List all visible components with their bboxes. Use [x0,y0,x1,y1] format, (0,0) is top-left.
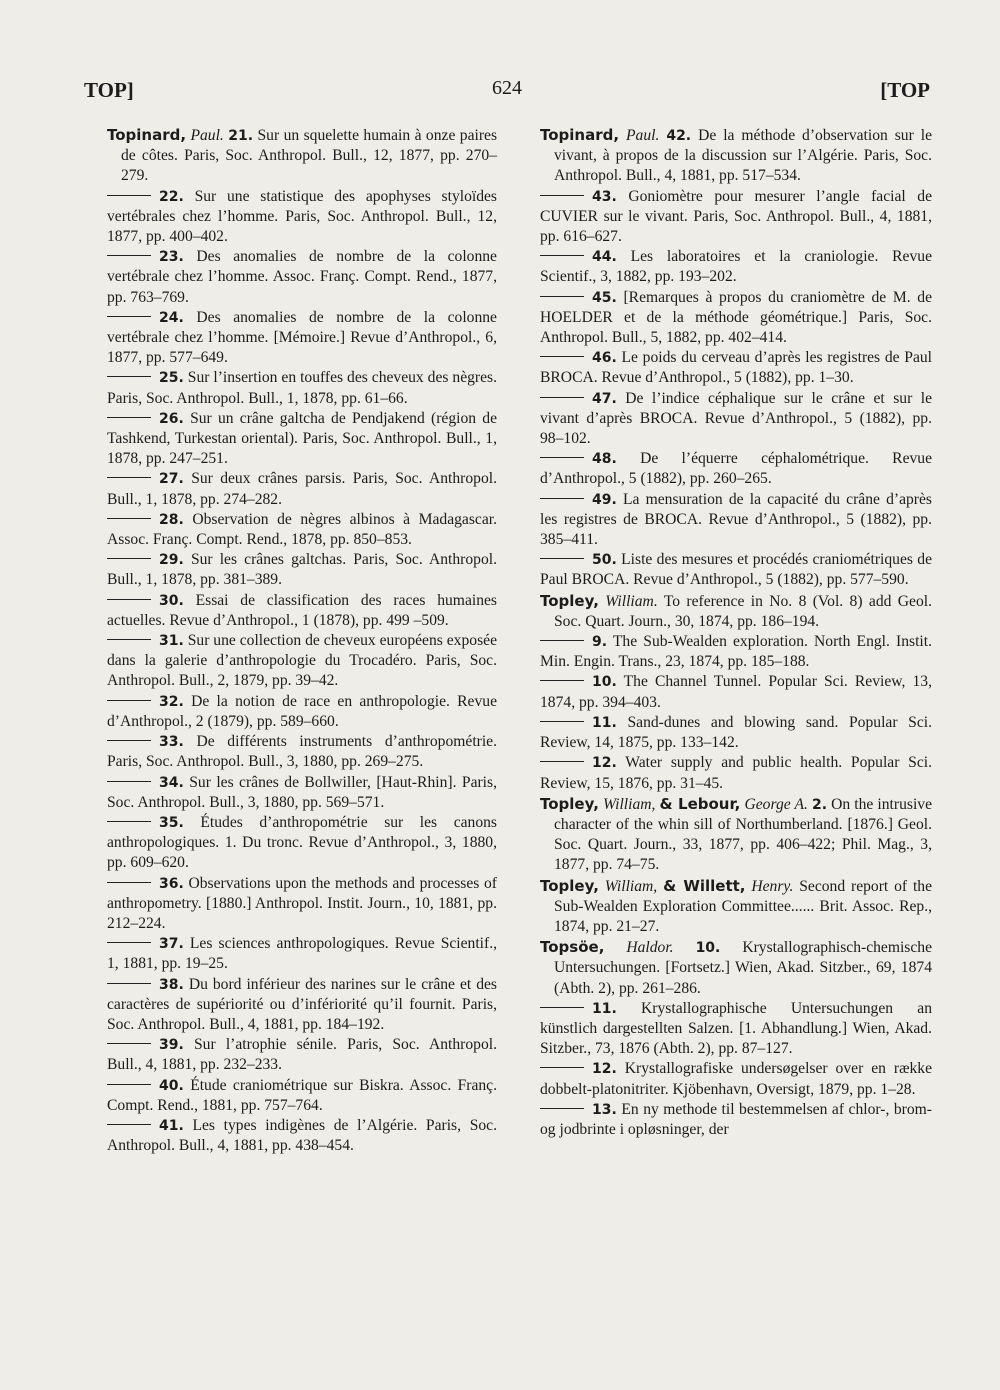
entry-text: The Channel Tunnel. Popular Sci. Review, 13, 1874, pp. 394–403. [540,673,933,711]
entry-number: 24. [159,309,184,326]
ditto-dash [107,255,151,256]
entry-text: Sand-dunes and blowing sand. Popular Sci. Review, 14, 1875, pp. 133–142. [540,713,932,752]
ditto-dash [107,639,151,640]
entry-number: 50. [592,552,617,569]
coauthor-surname: & Lebour, [659,794,741,813]
ditto-dash [107,376,151,377]
entry-text: Les laboratoires et la craniologie. Revue Scientif., 3, 1882, pp. 193–202. [540,248,932,286]
bibliography-entry [540,591,932,632]
bibliography-entry [107,1035,497,1075]
entry-text: Du bord inférieur des narines sur le crâne et des caractères de supériorité ou d’infériorité qu’il fournit. Paris, Soc. Anthropol. Bull., 4, 1881, pp. 184–192. [107,975,497,1033]
bibliography-entry [540,125,932,187]
entry-number: 45. [592,289,617,306]
entry-text: Liste des mesures et procédés craniométriques de Paul BROCA. Revue d’Anthropol., 5 (1882), pp. 577–590. [540,551,932,589]
entry-text: Water supply and public health. Popular Sci. Review, 15, 1876, pp. 31–45. [540,754,932,792]
entry-number: 43. [592,188,617,205]
ditto-dash [107,195,151,196]
ditto-dash [540,558,584,559]
bibliography-entry [540,672,932,712]
entry-text: Les sciences anthropologiques. Revue Scientif., 1, 1881, pp. 19–25. [107,935,497,973]
entry-number: 21. [228,128,254,144]
bibliography-entry [540,753,932,793]
author-surname: Topinard, [540,126,620,144]
entry-number: 37. [159,936,184,953]
entry-text: Études d’anthropométrie sur les canons anthropologiques. 1. Du tronc. Revue d’Anthropol., 3, 1880, pp. 609–620. [107,813,497,872]
author-given-name: Haldor. [626,939,674,957]
entry-number: 47. [592,390,617,407]
bibliography-entry [107,732,497,772]
ditto-dash [107,882,151,883]
entry-number: 12. [592,1061,617,1078]
entry-text: Krystallographisch-chemische Untersuchungen. [Fortsetz.] Wien, Akad. Sitzber., 69, 1874 (Abth. 2), pp. 261–286. [554,939,933,997]
ditto-dash [107,599,151,600]
bibliography-entry [540,999,932,1060]
entry-text: Second report of the Sub-Wealden Exploration Committee...... Brit. Assoc. Rep., 1874, pp. 21–27. [554,877,932,935]
entry-text: Sur une collection de cheveux européens exposée dans la galerie d’anthropologie du Trocadéro. Paris, Soc. Anthropol. Bull., 2, 1879, pp. 39–42. [107,632,497,690]
entry-number: 2. [811,796,828,813]
entry-number: 34. [159,774,184,791]
entry-text: Sur les crânes de Bollwiller, [Haut-Rhin]. Paris, Soc. Anthropol. Bull., 3, 1880, pp. 569–571. [107,773,497,811]
author-surname: Topsöe, [540,938,605,957]
entry-text: De différents instruments d’anthropométrie. Paris, Soc. Anthropol. Bull., 3, 1880, pp. 269–275. [107,733,497,771]
entry-text: Sur un squelette humain à onze paires de côtes. Paris, Soc. Anthropol. Bull., 12, 1877, pp. 270–279. [121,127,498,185]
bibliography-entry [107,773,497,813]
bibliography-entry [540,876,932,938]
ditto-dash [107,1124,151,1125]
entry-number: 41. [159,1117,184,1134]
ditto-dash [107,983,151,984]
ditto-dash [107,417,151,418]
ditto-dash [107,477,151,478]
ditto-dash [540,397,584,398]
bibliography-entry [540,389,932,450]
entry-number: 33. [159,734,184,751]
bibliography-entry [540,490,932,551]
bibliography-entry [540,348,932,388]
entry-text: La mensuration de la capacité du crâne d’après les registres de BROCA. Revue d’Anthropol., 5 (1882), pp. 385–411. [540,490,932,549]
entry-text: Des anomalies de nombre de la colonne vertébrale chez l’homme. [Mémoire.] Revue d’Anthropol., 6, 1877, pp. 577–649. [107,308,497,367]
entry-text: On the intrusive character of the whin sill of Northumberland. [1876.] Geol. Soc. Quart. Journ., 33, 1877, pp. 406–422; Phil. Mag., 3, 1877, pp. 74–75. [554,795,932,874]
ditto-dash [107,942,151,943]
bibliography-entry [540,449,932,489]
bibliography-entry [107,1116,497,1156]
bibliography-entry [107,187,497,248]
ditto-dash [540,1007,584,1008]
entry-text: Le poids du cerveau d’après les registres de Paul BROCA. Revue d’Anthropol., 5 (1882), pp. 1–30. [540,349,932,387]
entry-text: Krystallographische Untersuchungen an künstlich dargestellten Salzen. [1. Abhandlung.] Wien, Akad. Sitzber., 73, 1876 (Abth. 2), pp. 87–127. [540,999,932,1058]
ditto-dash [107,1043,151,1044]
ditto-dash [540,356,584,357]
ditto-dash [540,761,584,762]
bibliography-entry [107,591,497,631]
ditto-dash [540,640,584,641]
page-number: 624 [492,77,522,99]
ditto-dash [540,296,584,297]
entry-number: 35. [159,814,184,831]
left-column [107,125,497,1156]
entry-number: 23. [159,249,184,266]
entry-number: 30. [159,592,184,609]
ditto-dash [107,558,151,559]
entry-number: 26. [159,410,184,427]
bibliography-entry [540,794,932,876]
entry-number: 11. [592,1000,617,1017]
entry-text: Sur l’insertion en touffes des cheveux des nègres. Paris, Soc. Anthropol. Bull., 1, 1878, pp. 61–66. [107,369,497,407]
ditto-dash [540,195,584,196]
entry-number: 10. [592,674,617,691]
bibliography-entry [107,368,497,408]
entry-number: 22. [159,188,184,205]
ditto-dash [107,1084,151,1085]
ditto-dash [107,781,151,782]
entry-number: 25. [159,370,184,387]
ditto-dash [540,1067,584,1068]
author-given-name: William. [605,592,658,610]
bibliography-entry [540,632,932,672]
ditto-dash [540,680,584,681]
entry-number: 11. [592,714,617,731]
bibliography-entry [107,550,497,590]
entry-text: To reference in No. 8 (Vol. 8) add Geol. Soc. Quart. Journ., 30, 1874, pp. 186–194. [554,592,932,630]
entry-text: Observation de nègres albinos à Madagascar. Assoc. Franç. Compt. Rend., 1878, pp. 850–853. [107,510,497,549]
entry-text: Des anomalies de nombre de la colonne vertébrale chez l’homme. Assoc. Franç. Compt. Rend., 1877, pp. 763–769. [107,248,497,306]
bibliography-entry [540,247,932,287]
entry-text: Les types indigènes de l’Algérie. Paris, Soc. Anthropol. Bull., 4, 1881, pp. 438–454. [107,1116,497,1155]
coauthor-given-name: George A. [744,795,808,813]
entry-number: 12. [592,755,617,772]
bibliography-entry [540,187,932,248]
entry-text: Sur les crânes galtchas. Paris, Soc. Anthropol. Bull., 1, 1878, pp. 381–389. [107,551,497,589]
entry-text: Sur deux crânes parsis. Paris, Soc. Anthropol. Bull., 1, 1878, pp. 274–282. [107,470,497,508]
header-right-label: [TOP [880,78,930,102]
entry-number: 27. [159,471,184,488]
bibliography-entry [107,975,497,1036]
ditto-dash [107,518,151,519]
entry-text: De la notion de race en anthropologie. Revue d’Anthropol., 2 (1879), pp. 589–660. [107,692,497,730]
entry-number: 42. [666,128,692,144]
author-given-name: William, [604,877,658,895]
entry-number: 48. [592,451,617,468]
bibliography-entry [107,813,497,874]
coauthor-given-name: Henry. [751,877,794,895]
coauthor-surname: & Willett, [663,876,746,895]
bibliography-entry [107,934,497,974]
entry-number: 36. [159,875,184,892]
entry-number: 31. [159,633,184,650]
entry-text: Étude craniométrique sur Biskra. Assoc. Franç. Compt. Rend., 1881, pp. 757–764. [107,1076,497,1114]
author-given-name: Paul. [190,127,224,144]
entry-number: 13. [592,1101,617,1118]
ditto-dash [540,1108,584,1109]
bibliography-entry [540,288,932,349]
bibliography-entry [107,125,497,187]
entry-text: Observations upon the methods and processes of anthropometry. [1880.] Anthropol. Instit. Journ., 10, 1881, pp. 212–224. [107,874,497,932]
entry-text: [Remarques à propos du craniomètre de M. de HOELDER et de la méthode géométrique.] Paris, Soc. Anthropol. Bull., 5, 1882, pp. 402–414. [540,288,932,347]
bibliography-entry [107,874,497,935]
entry-text: Goniomètre pour mesurer l’angle facial de CUVIER sur le vivant. Paris, Soc. Anthropol. Bull., 4, 1881, pp. 616–627. [540,187,932,246]
entry-number: 9. [592,634,608,651]
author-given-name: Paul. [626,127,660,144]
header-left-label: TOP] [84,78,134,102]
ditto-dash [540,457,584,458]
bibliography-entry [107,631,497,692]
bibliography-entry [107,469,497,509]
ditto-dash [107,821,151,822]
ditto-dash [107,700,151,701]
author-given-name: William, [603,795,656,813]
entry-text: De l’indice céphalique sur le crâne et sur le vivant d’après BROCA. Revue d’Anthropol., 5 (1882), pp. 98–102. [540,389,932,448]
bibliography-entry [540,713,932,753]
entry-number: 46. [592,350,617,367]
author-surname: Topley, [540,876,599,895]
ditto-dash [540,721,584,722]
ditto-dash [540,498,584,499]
bibliography-entry [540,1100,932,1140]
entry-number: 32. [159,693,184,710]
bibliography-entry [107,308,497,369]
entry-text: En ny methode til bestemmelsen af chlor-, brom- og jodbrinte i opløsninger, der [540,1100,932,1138]
entry-number: 49. [592,491,617,508]
ditto-dash [540,255,584,256]
bibliography-entry [540,550,932,590]
author-surname: Topinard, [107,126,187,144]
author-surname: Topley, [540,794,599,813]
entry-number: 29. [159,552,184,569]
entry-text: De la méthode d’observation sur le vivant, à propos de la discussion sur l’Algérie. Paris, Soc. Anthropol. Bull., 4, 1881, pp. 517–534. [554,127,932,185]
bibliography-entry [107,247,497,308]
running-header [84,78,930,112]
entry-number: 39. [159,1037,184,1054]
entry-text: Essai de classification des races humaines actuelles. Revue d’Anthropol., 1 (1878), pp. 499 –509. [107,591,497,629]
bibliography-entry [107,1076,497,1116]
entry-number: 10. [695,940,721,957]
author-surname: Topley, [540,591,599,610]
ditto-dash [107,316,151,317]
bibliography-entry [540,937,932,999]
bibliography-entry [540,1059,932,1099]
entry-text: Sur l’atrophie sénile. Paris, Soc. Anthropol. Bull., 4, 1881, pp. 232–233. [107,1036,497,1074]
entry-number: 44. [592,249,617,266]
ditto-dash [107,740,151,741]
entry-number: 28. [159,511,184,528]
entry-number: 38. [159,976,184,993]
bibliography-entry [107,510,497,550]
entry-number: 40. [159,1077,184,1094]
entry-text: Sur un crâne galtcha de Pendjakend (région de Tashkend, Turkestan oriental). Paris, Soc. Anthropol. Bull., 1, 1878, pp. 247–251. [107,409,497,468]
entry-text: Krystallografiske undersøgelser over en række dobbelt-platonitriter. Kjöbenhavn, Oversigt, 1879, pp. 1–28. [540,1060,932,1098]
entry-text: The Sub-Wealden exploration. North Engl. Instit. Min. Engin. Trans., 23, 1874, pp. 185–188. [540,633,932,671]
bibliography-entry [107,692,497,732]
bibliography-entry [107,409,497,470]
right-column [540,125,932,1140]
entry-text: Sur une statistique des apophyses styloïdes vertébrales chez l’homme. Paris, Soc. Anthropol. Bull., 12, 1877, pp. 400–402. [107,187,497,246]
entry-text: De l’équerre céphalométrique. Revue d’Anthropol., 5 (1882), pp. 260–265. [540,450,932,488]
